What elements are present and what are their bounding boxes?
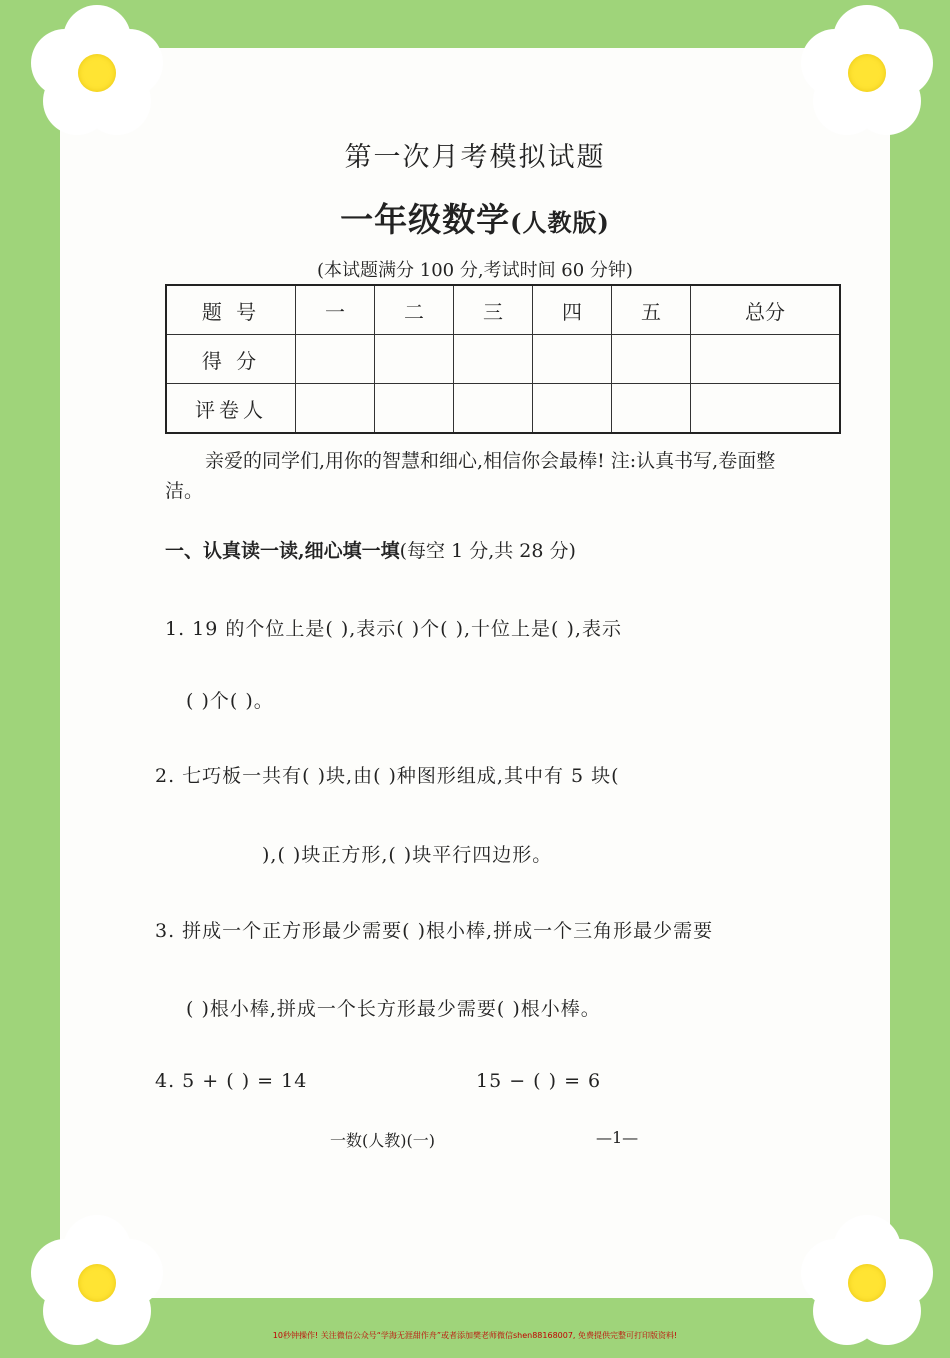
score-cell[interactable]: [612, 335, 691, 384]
table-row: [166, 335, 840, 384]
table-row: [166, 384, 840, 434]
score-cell[interactable]: [533, 335, 612, 384]
score-table: [165, 284, 841, 434]
grader-cell[interactable]: [375, 384, 454, 434]
header-cell: 三: [454, 285, 533, 335]
header-cell: 总分: [691, 285, 841, 335]
question-1-line-1: 1. 19 的个位上是( ),表示( )个( ),十位上是( ),表示: [165, 618, 622, 640]
section-note: (每空 1 分,共 28 分): [399, 540, 576, 562]
question-1-line-2: ( )个( )。: [186, 690, 274, 712]
question-2-line-2: ),( )块正方形,( )块平行四边形。: [262, 844, 553, 866]
header-cell: 五: [612, 285, 691, 335]
intro-text: [165, 446, 775, 506]
header-cell: 二: [375, 285, 454, 335]
grader-cell[interactable]: [691, 384, 841, 434]
intro-line: 洁。: [165, 480, 204, 502]
grader-cell[interactable]: [533, 384, 612, 434]
section-title: 一、认真读一读,细心填一填: [165, 540, 400, 562]
subject-name: 一年级数学: [340, 200, 511, 239]
promo-note: 10秒钟操作! 关注微信公众号“学海无涯甜作舟”或者添加樊老师微信shen88168007, 免费提供完整可打印版资料!: [272, 1331, 678, 1340]
score-cell[interactable]: [296, 335, 375, 384]
question-4a: 4. 5 + ( ) = 14: [155, 1070, 308, 1092]
page-number: —1—: [596, 1128, 639, 1147]
score-cell[interactable]: [454, 335, 533, 384]
score-cell[interactable]: [375, 335, 454, 384]
exam-title: 第一次月考模拟试题: [344, 142, 606, 173]
question-2-line-1: 2. 七巧板一共有( )块,由( )种图形组成,其中有 5 块(: [155, 765, 620, 787]
flower-top-left-icon: [22, 0, 172, 148]
question-3-line-1: 3. 拼成一个正方形最少需要( )根小棒,拼成一个三角形最少需要: [155, 920, 714, 942]
row-label: 评卷人: [166, 384, 296, 434]
grader-cell[interactable]: [612, 384, 691, 434]
score-cell[interactable]: [691, 335, 841, 384]
table-header-row: [166, 285, 840, 335]
intro-line: 亲爱的同学们,用你的智慧和细心,相信你会最棒! 注:认真书写,卷面整: [205, 450, 776, 472]
question-3-line-2: ( )根小棒,拼成一个长方形最少需要( )根小棒。: [186, 998, 601, 1020]
row-label: 得 分: [166, 335, 296, 384]
subject-title: [0, 194, 950, 241]
edition-label: (人教版): [510, 208, 610, 237]
header-cell: 一: [296, 285, 375, 335]
grader-cell[interactable]: [454, 384, 533, 434]
section-heading: [165, 536, 576, 563]
footer-label: 一数(人教)(一): [330, 1131, 435, 1150]
header-cell: 题 号: [166, 285, 296, 335]
flower-top-right-icon: [792, 0, 942, 148]
header-cell: 四: [533, 285, 612, 335]
question-4b: 15 − ( ) = 6: [476, 1070, 602, 1092]
grader-cell[interactable]: [296, 384, 375, 434]
exam-info: (本试题满分 100 分,考试时间 60 分钟): [317, 260, 633, 281]
